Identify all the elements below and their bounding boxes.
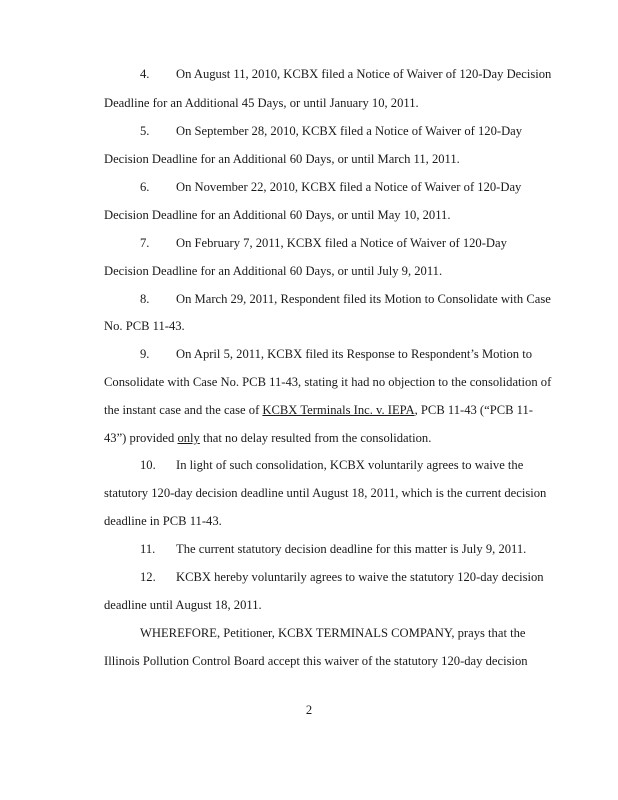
text-fragment: the instant case and the case of xyxy=(104,403,263,417)
paragraph-text: Decision Deadline for an Additional 60 Days, or until May 10, 2011. xyxy=(104,208,451,222)
paragraph-number: 10. xyxy=(140,458,156,472)
paragraph-text xyxy=(104,402,533,418)
emphasis-only: only xyxy=(177,431,200,445)
wherefore-text: Illinois Pollution Control Board accept this waiver of the statutory 120-day decision xyxy=(104,654,528,668)
paragraph-text: On March 29, 2011, Respondent filed its Motion to Consolidate with Case xyxy=(176,292,551,306)
text-fragment: , PCB 11-43 (“PCB 11- xyxy=(414,403,533,417)
paragraph-text: No. PCB 11-43. xyxy=(104,319,185,333)
paragraph-text: On September 28, 2010, KCBX filed a Notice of Waiver of 120-Day xyxy=(176,124,523,138)
paragraph-text: statutory 120-day decision deadline until August 18, 2011, which is the current decision xyxy=(104,486,547,500)
paragraph-text: On August 11, 2010, KCBX filed a Notice of Waiver of 120-Day Decision xyxy=(176,67,552,81)
wherefore-text: WHEREFORE, Petitioner, KCBX TERMINALS COMPANY, prays that the xyxy=(140,626,526,640)
paragraph-text: Deadline for an Additional 45 Days, or until January 10, 2011. xyxy=(104,96,419,110)
paragraph-number: 5. xyxy=(140,124,150,138)
paragraph-number: 7. xyxy=(140,236,150,250)
paragraph-number: 8. xyxy=(140,292,150,306)
paragraph-text: Decision Deadline for an Additional 60 Days, or until July 9, 2011. xyxy=(104,264,443,278)
paragraph-text: deadline until August 18, 2011. xyxy=(104,598,262,612)
paragraph-text: Consolidate with Case No. PCB 11-43, stating it had no objection to the consolidation of xyxy=(104,375,552,389)
paragraph-text: On April 5, 2011, KCBX filed its Response to Respondent’s Motion to xyxy=(176,347,533,361)
paragraph-number: 9. xyxy=(140,347,150,361)
paragraph-text: In light of such consolidation, KCBX voluntarily agrees to waive the xyxy=(176,458,524,472)
paragraph-text: On November 22, 2010, KCBX filed a Notice of Waiver of 120-Day xyxy=(176,180,522,194)
paragraph-text: Decision Deadline for an Additional 60 Days, or until March 11, 2011. xyxy=(104,152,460,166)
paragraph-text xyxy=(104,430,431,446)
paragraph-text: deadline in PCB 11-43. xyxy=(104,514,222,528)
paragraph-number: 12. xyxy=(140,570,156,584)
paragraph-text: The current statutory decision deadline for this matter is July 9, 2011. xyxy=(176,542,527,556)
page-number: 2 xyxy=(305,703,313,717)
paragraph-number: 6. xyxy=(140,180,150,194)
paragraph-text: KCBX hereby voluntarily agrees to waive the statutory 120-day decision xyxy=(176,570,544,584)
paragraph-text: On February 7, 2011, KCBX filed a Notice of Waiver of 120-Day xyxy=(176,236,507,250)
text-fragment: 43”) provided xyxy=(104,431,178,445)
case-citation: KCBX Terminals Inc. v. IEPA xyxy=(262,403,415,417)
paragraph-number: 11. xyxy=(140,542,156,556)
paragraph-number: 4. xyxy=(140,67,150,81)
text-fragment: that no delay resulted from the consolidation. xyxy=(199,431,432,445)
